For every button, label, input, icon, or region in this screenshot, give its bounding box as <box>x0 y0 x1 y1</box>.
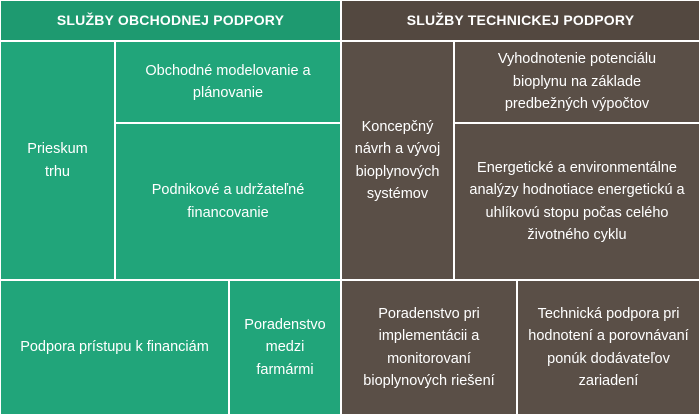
business-financing-box: Podnikové a udržateľné financovanie <box>115 123 341 280</box>
farmer-advisory-box: Poradenstvo medzi farmármi <box>229 280 341 415</box>
finance-access-box: Podpora prístupu k financiám <box>0 280 229 415</box>
market-research-box: Prieskum trhu <box>0 41 115 280</box>
business-support-header: SLUŽBY OBCHODNEJ PODPORY <box>0 0 341 41</box>
potential-evaluation-box: Vyhodnotenie potenciálu bioplynu na základe predbežných výpočtov <box>454 41 700 123</box>
system-design-box: Koncepčný návrh a vývoj bioplynových systémov <box>341 41 454 280</box>
technical-support-header: SLUŽBY TECHNICKEJ PODPORY <box>341 0 700 41</box>
business-modeling-box: Obchodné modelovanie a plánovanie <box>115 41 341 123</box>
implementation-advisory-box: Poradenstvo pri implementácii a monitorovaní bioplynových riešení <box>341 280 517 415</box>
supplier-comparison-box: Technická podpora pri hodnotení a porovnávaní ponúk dodávateľov zariadení <box>517 280 700 415</box>
lca-analysis-box: Energetické a environmentálne analýzy hodnotiace energetickú a uhlíkovú stopu počas celého životného cyklu <box>454 123 700 280</box>
